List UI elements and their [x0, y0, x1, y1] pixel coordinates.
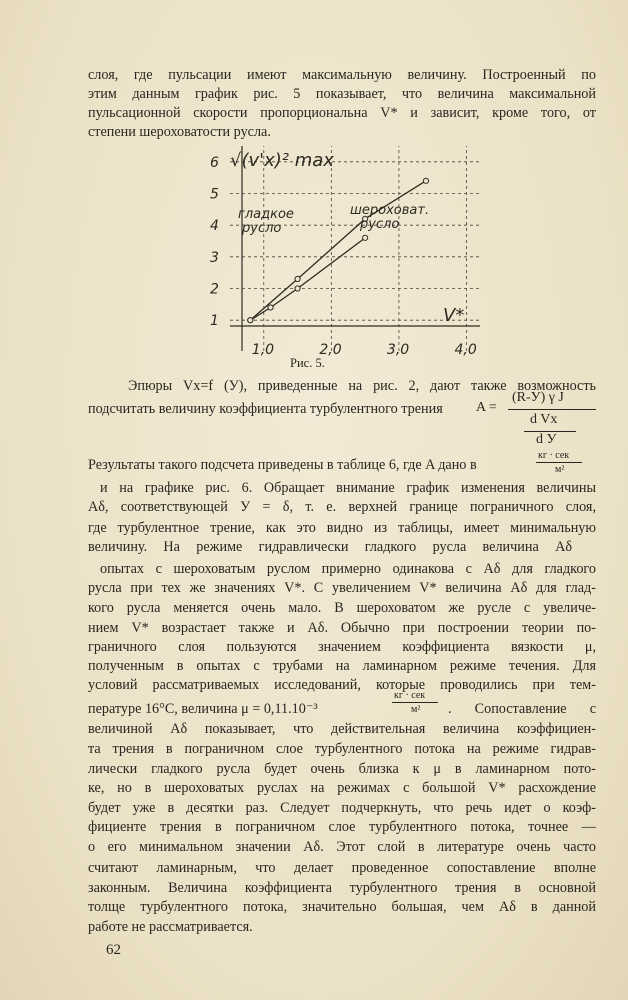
y-tick-label: 6: [210, 154, 219, 171]
page-number: 62: [106, 942, 121, 958]
formula-den-bot: d У: [536, 432, 557, 447]
text-line: Эпюры Vx=f (У), приведенные на рис. 2, дают также возможность: [128, 378, 596, 394]
unit-num-2: кг · сек: [394, 690, 426, 701]
unit-den: м²: [555, 464, 565, 475]
fraction-line: [392, 702, 438, 703]
text-line: та трения в пограничном слое турбулентного потока на режиме гидрав-: [88, 741, 596, 757]
series-line: [250, 181, 426, 320]
unit-den-2: м²: [411, 704, 421, 715]
text-line: Aδ, соответствующей У = δ, т. е. верхней границе пограничного слоя,: [88, 499, 596, 515]
y-tick-label: 4: [210, 218, 219, 235]
text-line: этим данным график рис. 5 показывает, что величина максимальной: [88, 86, 596, 102]
data-point: [295, 276, 300, 281]
formula-den-top: d Vx: [530, 412, 558, 427]
text-line: о его минимальном значении Aδ. Этот слой в литературе очень часто: [88, 839, 596, 855]
text-line: подсчитать величину коэффициента турбулентного трения: [88, 401, 443, 417]
x-tick-label: 3,0: [386, 342, 410, 358]
fraction-line: [508, 409, 596, 410]
chart-svg: [190, 136, 490, 366]
text-line: русла при тех же значениях V*. С увеличением V* величина Aδ для глад-: [88, 580, 596, 596]
label-rough-1: шероховат.: [350, 203, 430, 218]
x-axis-label: V*: [443, 305, 465, 326]
text-line: Результаты такого подсчета приведены в таблице 6, где A дано в: [88, 457, 477, 473]
text-line: степени шероховатости русла.: [88, 124, 271, 140]
y-tick-label: 5: [210, 186, 219, 203]
figure-5: [190, 136, 490, 366]
label-rough-2: русло: [360, 217, 400, 232]
x-tick-label: 4,0: [454, 342, 477, 358]
text-line: будет уже в десятки раз. Следует подчеркнуть, что речь идет о коэф-: [88, 800, 596, 816]
text-line: опытах с шероховатым руслом примерно одинакова с Aδ для гладкого: [100, 561, 596, 577]
x-tick-label: 1,0: [251, 342, 275, 358]
text-line: ке, но в шероховатых руслах на режимах с большой V* расхождение: [88, 780, 596, 796]
text-line: толще турбулентного потока, значительно большая, чем Aδ в данной: [88, 899, 596, 915]
y-tick-label: 1: [210, 313, 219, 330]
data-point: [295, 286, 300, 291]
text-line: пульсационной скорости пропорциональна V* и зависит, кроме того, от: [88, 105, 596, 121]
x-tick-label: 2,0: [319, 342, 342, 358]
text-line: и на графике рис. 6. Обращает внимание график изменения величины: [100, 480, 596, 496]
text-line: нием V* возрастает также и Aδ. Обычно при построении теории по-: [88, 620, 596, 636]
text-line: кого русла меняется очень мало. В шероховатом же русле с увеличе-: [88, 600, 596, 616]
text-line: пературе 16°С, величина μ = 0,11.10⁻³: [88, 701, 318, 717]
data-point: [268, 305, 273, 310]
text-line: условий рассматриваемых исследований, которые проводились при тем-: [88, 677, 596, 693]
text-line: . Сопоставление с: [448, 701, 596, 717]
y-tick-label: 2: [210, 281, 219, 298]
text-line: слоя, где пульсации имеют максимальную величину. Построенный по: [88, 67, 596, 83]
text-line: законным. Величина коэффициента турбулентного трения в основной: [88, 880, 596, 896]
label-smooth-2: русло: [242, 221, 282, 236]
data-point: [423, 178, 428, 183]
text-line: фициенте трения в пограничном слое турбулентного потока, точнее —: [88, 819, 596, 835]
unit-num: кг · сек: [538, 450, 570, 461]
text-line: граничного слоя пользуются значением коэффициента вязкости μ,: [88, 639, 596, 655]
fraction-line: [536, 462, 582, 463]
formula-numerator: (R-У) γ J: [512, 390, 564, 405]
data-point: [248, 318, 253, 323]
text-line: работе не рассматривается.: [88, 919, 253, 935]
formula-a: A =: [476, 400, 497, 415]
text-line: лически гладкого русла будет очень близка к μ в ламинарном пото-: [88, 761, 596, 777]
text-line: считают ламинарным, что делает проведенное сопоставление вполне: [88, 860, 596, 876]
figure-caption: Рис. 5.: [290, 356, 325, 370]
y-axis-label: √(v'x)² max: [230, 150, 334, 171]
chart-series: [248, 178, 429, 323]
text-line: полученным в опытах с трубами на ламинарном режиме течения. Для: [88, 658, 596, 674]
text-line: где турбулентное трение, как это видно из таблицы, имеет минимальную: [88, 520, 596, 536]
label-smooth-1: гладкое: [238, 207, 294, 222]
chart-ticks: [210, 155, 477, 358]
text-line: величину. На режиме гидравлически гладкого русла величина Aδ: [88, 539, 572, 555]
text-line: величиной Aδ показывает, что действительная величина коэффициен-: [88, 721, 596, 737]
data-point: [363, 235, 368, 240]
y-tick-label: 3: [210, 249, 219, 266]
